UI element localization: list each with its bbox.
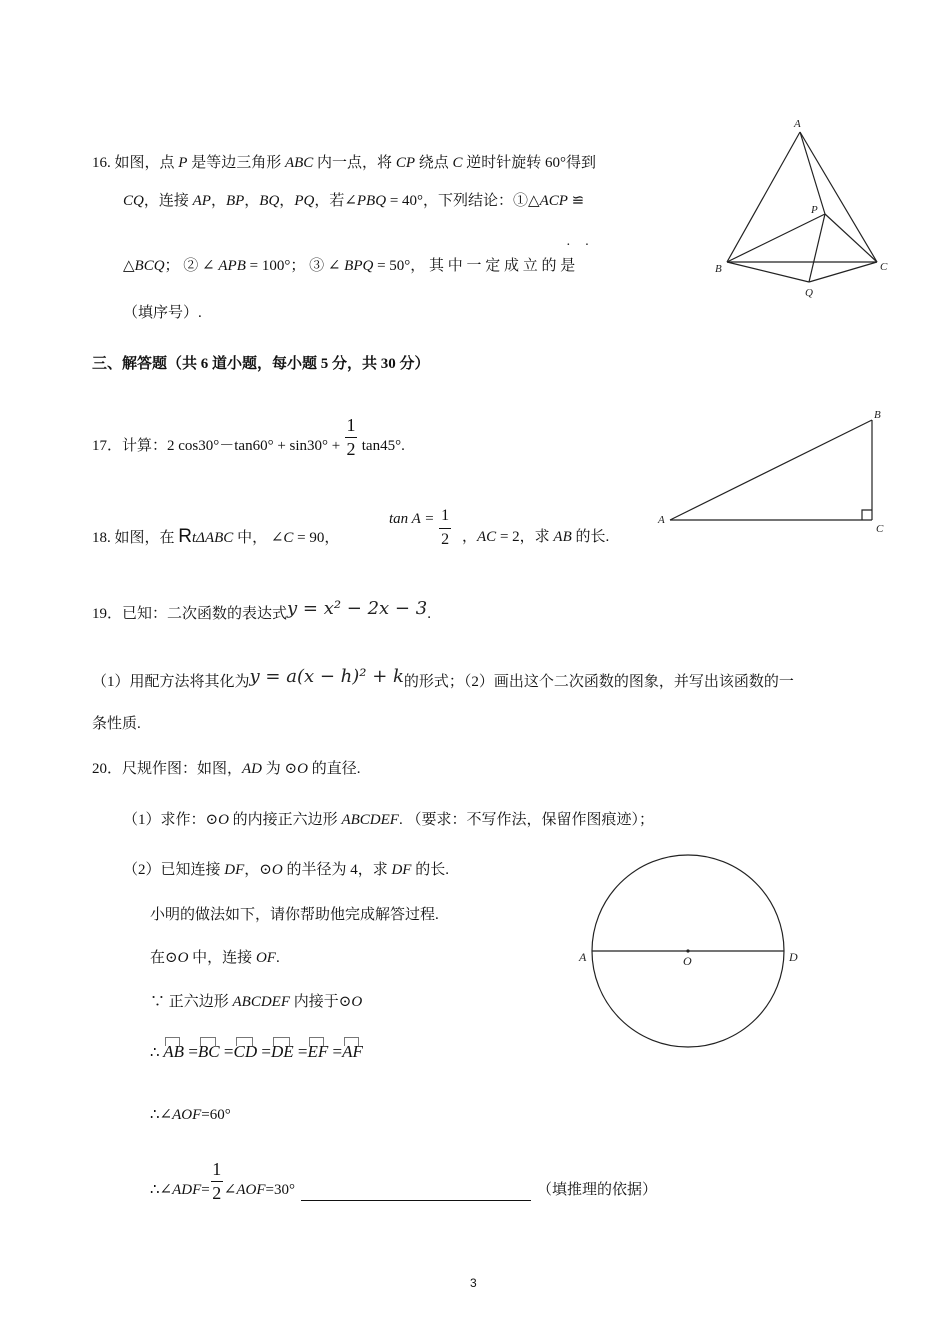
q16-var: BCQ xyxy=(134,258,165,274)
q16-var: C xyxy=(452,155,463,171)
q20-step1 xyxy=(150,948,280,968)
q18-text: ， xyxy=(462,529,478,545)
label-o: O xyxy=(683,954,692,968)
q20-text: . （要求：不写作法，保留作图痕迹）； xyxy=(398,812,654,828)
q18-text: 的长. xyxy=(571,529,610,545)
q20-step4 xyxy=(150,1105,231,1125)
q16-text: 16. 如图，点 xyxy=(92,155,179,171)
q16-var: PQ xyxy=(294,193,315,209)
center-point xyxy=(686,949,689,952)
q20-text: 在⊙ xyxy=(150,950,178,966)
q20-text: 内接于⊙ xyxy=(290,994,352,1010)
frac-den: 2 xyxy=(441,530,450,548)
q20-text: = xyxy=(201,1182,210,1198)
q16-line3 xyxy=(123,256,575,276)
q20-var: ADF xyxy=(172,1182,202,1198)
q18-rt: R xyxy=(178,526,192,547)
q19-expression: y = x² − 2x − 3 xyxy=(287,598,428,619)
q16-var: ACP xyxy=(539,193,568,209)
label-q: Q xyxy=(805,287,813,299)
edge-ab xyxy=(727,132,800,262)
frac-num: 1 xyxy=(212,1158,222,1179)
label-p: P xyxy=(811,204,818,216)
q16-triangle-figure xyxy=(705,112,900,307)
q20-text: ∴ xyxy=(150,1045,164,1061)
right-angle-mark xyxy=(862,510,872,520)
q16-var: PBQ xyxy=(356,193,387,209)
q20-text: ，⊙ xyxy=(244,862,272,878)
answer-blank[interactable] xyxy=(301,1184,531,1201)
q20-method-intro: 小明的做法如下，请你帮助他完成解答过程. xyxy=(150,907,439,923)
eq-sign: = xyxy=(332,1042,343,1061)
q20-var: AOF xyxy=(172,1107,202,1123)
q20-part1 xyxy=(123,810,654,830)
q20-circle-figure xyxy=(570,848,810,1053)
label-b: B xyxy=(715,263,722,275)
q16-var: BPQ xyxy=(344,258,374,274)
q16-var: AP xyxy=(192,193,211,209)
arc-de: DE xyxy=(270,1042,294,1061)
q18-text: 中， ∠ xyxy=(233,530,284,546)
q20-text: 的内接正六边形 xyxy=(228,812,342,828)
edge-cq xyxy=(809,262,877,282)
q20-text: ∴∠ xyxy=(150,1182,173,1198)
q20-fraction xyxy=(210,1158,224,1203)
eq-sign: = xyxy=(297,1042,308,1061)
frac-den: 2 xyxy=(212,1182,222,1203)
q16-text: ，若∠ xyxy=(314,193,357,209)
q18-tan xyxy=(389,506,452,548)
arc-cd: CD xyxy=(233,1042,258,1061)
q20-step2 xyxy=(150,992,362,1012)
q20-text: 为 ⊙ xyxy=(262,761,298,777)
q19-line3: 条性质. xyxy=(92,716,141,732)
q18-fraction xyxy=(438,506,452,548)
eq-sign: = xyxy=(188,1042,198,1061)
q20-var: O xyxy=(271,862,283,878)
q18-text: = 90 xyxy=(293,530,325,546)
q16-var: APB xyxy=(218,258,246,274)
label-a: A xyxy=(658,514,665,526)
arc-af: AF xyxy=(342,1042,363,1061)
q18-var: AC xyxy=(477,529,497,545)
q16-text: 逆时针旋转 60°得到 xyxy=(462,155,597,171)
label-a: A xyxy=(794,118,801,130)
frac-num: 1 xyxy=(346,414,356,435)
q16-line2 xyxy=(123,191,584,211)
q17-text: tan45°. xyxy=(361,438,405,454)
q20-var: DF xyxy=(224,862,245,878)
q20-var: O xyxy=(177,950,189,966)
q20-text: （2）已知连接 xyxy=(123,862,225,878)
edge-ap xyxy=(800,132,825,214)
q19-line1 xyxy=(92,598,431,624)
q16-text: 绕点 xyxy=(414,155,453,171)
edge-pq xyxy=(809,214,825,282)
q20-text: （填推理的依据） xyxy=(536,1182,657,1198)
q19-text: （1）用配方法将其化为 xyxy=(92,674,250,690)
q16-text: ， xyxy=(279,193,295,209)
q16-text: ， xyxy=(244,193,260,209)
q20-text: （1）求作：⊙ xyxy=(123,812,219,828)
q16-var: P xyxy=(178,155,188,171)
q18-text: 18. 如图，在 xyxy=(92,530,179,546)
q20-var: AOF xyxy=(236,1182,266,1198)
frac-den: 2 xyxy=(346,438,356,459)
q20-text: . xyxy=(275,950,280,966)
q16-text: 是等边三角形 xyxy=(187,155,285,171)
q16-text: = 100°； ③ ∠ xyxy=(245,258,345,274)
q16-text: 内一点，将 xyxy=(313,155,396,171)
q19-text: 的形式；（2）画出这个二次函数的图象，并写出该函数的一 xyxy=(403,674,794,690)
q19-line2 xyxy=(92,666,794,692)
q16-line4: （填序号）. xyxy=(123,305,202,321)
q20-var: O xyxy=(297,761,308,777)
eq-sign: = xyxy=(261,1042,271,1061)
q17-text: 17．计算：2 cos30°－tan60° + sin30° + xyxy=(92,438,341,454)
q18-var: AB xyxy=(553,529,572,545)
q17-fraction xyxy=(344,414,358,459)
q20-text: =30° xyxy=(265,1182,295,1198)
q16-text: △ xyxy=(123,258,135,274)
q20-text: 的直径. xyxy=(307,761,361,777)
page-number: 3 xyxy=(470,1276,477,1290)
q20-text: ∴∠ xyxy=(150,1107,173,1123)
q20-text: 20．尺规作图：如图， xyxy=(92,761,243,777)
q18-right-triangle-figure xyxy=(650,405,900,540)
q20-var: ABCDEF xyxy=(341,812,399,828)
q18-text: ， xyxy=(324,530,340,546)
q20-part2 xyxy=(123,860,449,880)
q19-vertex-form: y = a(x − h)² + k xyxy=(249,666,404,687)
edge-cp xyxy=(825,214,877,262)
q20-text: =60° xyxy=(201,1107,231,1123)
q16-var: ABC xyxy=(284,155,314,171)
q16-var: BP xyxy=(225,193,245,209)
frac-num: 1 xyxy=(441,506,450,524)
arc-bc: BC xyxy=(197,1042,220,1061)
q20-step5 xyxy=(150,1158,657,1203)
arc-ab: AB xyxy=(163,1042,185,1061)
q18-line-end xyxy=(462,527,609,547)
q16-text: ； ② ∠ xyxy=(164,258,219,274)
edge-ac xyxy=(800,132,877,262)
q20-var: O xyxy=(218,812,229,828)
eq-sign: = xyxy=(223,1042,234,1061)
q20-var: OF xyxy=(255,950,276,966)
arc-ef: EF xyxy=(307,1042,329,1061)
q16-text: ， xyxy=(210,193,226,209)
q16-var: CQ xyxy=(123,193,144,209)
q16-text: ，连接 xyxy=(143,193,193,209)
q20-text: 的长. xyxy=(411,862,449,878)
q19-text: 19．已知：二次函数的表达式 xyxy=(92,606,288,622)
label-d: D xyxy=(789,950,798,964)
label-b: B xyxy=(874,409,881,421)
q16-text: ≌ xyxy=(567,193,585,209)
edge-bp xyxy=(727,214,825,262)
label-a: A xyxy=(579,950,587,964)
q20-var: O xyxy=(351,994,363,1010)
q20-var: ABCDEF xyxy=(232,994,291,1010)
q20-var: DF xyxy=(391,862,412,878)
label-c: C xyxy=(880,261,888,273)
section-title: 三、解答题（共 6 道小题，每小题 5 分，共 30 分） xyxy=(92,356,430,372)
q16-var: BQ xyxy=(259,193,280,209)
q16-var: CP xyxy=(395,155,415,171)
q20-line1 xyxy=(92,759,360,779)
q17-line xyxy=(92,414,405,459)
q20-text: ∵ 正六边形 xyxy=(150,994,233,1010)
q20-text: ∠ xyxy=(223,1182,237,1198)
q20-text: 的半径为 4，求 xyxy=(282,862,392,878)
q19-text: . xyxy=(427,606,431,622)
q20-step3-arcs xyxy=(150,1042,363,1063)
q16-text: = 50°， 其 中 一 定 成 立 的 是 xyxy=(373,258,576,274)
q18-tan-expr: tan A = xyxy=(389,511,435,527)
q16-dots: · · xyxy=(566,238,590,253)
q18-triangle: tΔABC xyxy=(192,530,234,546)
label-c: C xyxy=(876,523,884,535)
q20-text: 中，连接 xyxy=(188,950,256,966)
q18-line xyxy=(92,527,339,548)
q20-var: AD xyxy=(242,761,263,777)
q16-text: = 40°，下列结论：①△ xyxy=(386,193,540,209)
q16-line1 xyxy=(92,153,596,173)
edge-ab xyxy=(670,420,872,520)
edge-bq xyxy=(727,262,809,282)
q18-text: = 2，求 xyxy=(496,529,554,545)
q18-var: C xyxy=(283,530,294,546)
